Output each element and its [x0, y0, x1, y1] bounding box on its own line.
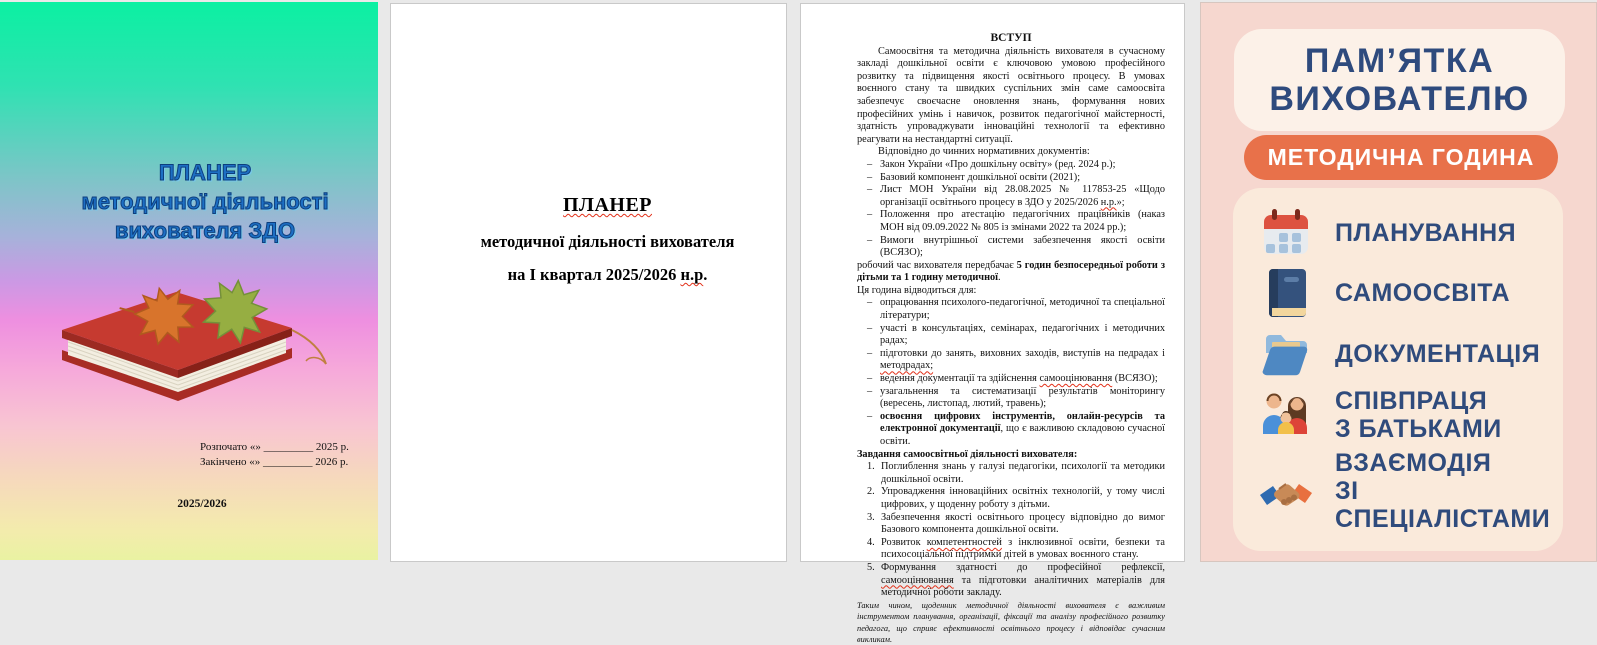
end-date-label: Закінчено «» [200, 456, 261, 468]
document-item [867, 235, 1165, 260]
spellcheck-flagged-text: ПЛАНЕР [562, 194, 652, 216]
spellcheck-flagged-text: н.р. [1100, 196, 1117, 208]
start-date-label: Розпочато «» [200, 441, 261, 453]
list-item-text [881, 562, 1165, 600]
spellcheck-flagged-text: н.р [680, 265, 704, 284]
text-segment: ведення документації та здійснення [880, 373, 1040, 385]
text-segment: Лист МОН України від 28.08.2025 № 117853-25 «Щодо організації освітнього процесу в ЗДО у 2025/2026 [880, 184, 1165, 208]
list-dash: – [867, 234, 873, 246]
text-segment: Закон України «Про дошкільну освіту» (ред. 2024 р.); [880, 158, 1116, 170]
list-number: 3. [867, 511, 875, 523]
memo-item-label [1335, 449, 1553, 533]
list-dash: – [867, 171, 873, 183]
memo-item [1259, 327, 1553, 381]
text-segment: Базовий компонент дошкільної освіти (2021); [880, 171, 1081, 183]
text-segment: на І квартал 2025/2026 [507, 265, 681, 284]
memo-card [1200, 2, 1597, 562]
text-segment: (ВСЯЗО); [1112, 373, 1158, 385]
school-year-label: 2025/2026 [177, 498, 227, 510]
planner-title [429, 194, 786, 217]
text-segment: Положення про атестацію педагогічних працівників (наказ МОН від 09.09.2022 № 805 із змінами 2022 та 2024 рр.); [880, 209, 1165, 233]
memo-title-line: ВИХОВАТЕЛЮ [1269, 80, 1530, 118]
text-segment: »; [1116, 196, 1125, 208]
document-item [867, 159, 1165, 172]
planner-quarter [429, 265, 786, 285]
task-item [867, 461, 1165, 486]
memo-item [1259, 206, 1553, 260]
text-segment: Розвиток [881, 536, 927, 548]
tasks-heading: Завдання самоосвітньої діяльності вихователя: [857, 448, 1078, 460]
list-item-text [880, 348, 1165, 373]
list-item-text [880, 297, 1165, 322]
memo-item-label-line: ЗІ СПЕЦІАЛІСТАМИ [1335, 477, 1551, 533]
end-date-row [200, 455, 349, 470]
list-item-text [880, 184, 1165, 209]
list-dash: – [867, 385, 873, 397]
cover-title [0, 158, 378, 245]
cover-title-line: методичної діяльності [81, 189, 329, 214]
text-segment: Формування здатності до професійної рефлексії, [881, 561, 1165, 573]
list-item-text [881, 537, 1165, 562]
list-dash: – [867, 184, 873, 196]
hour-use-item [867, 386, 1165, 411]
list-number: 2. [867, 486, 875, 498]
book-with-maple-leaves-image [46, 278, 338, 414]
text-segment: Вимоги внутрішньої системи забезпечення якості освіти (ВСЯЗО); [880, 234, 1165, 259]
list-dash: – [867, 209, 873, 221]
spellcheck-flagged-text: самооцінювання [1039, 373, 1113, 385]
text-segment: участі в консультаціях, семінарах, педагогічних і методичних радах; [880, 322, 1165, 347]
list-dash: – [867, 347, 873, 359]
memo-title [1234, 29, 1565, 131]
document-item [867, 172, 1165, 185]
end-date-blank-line: _________ [262, 456, 313, 468]
text-segment: опрацювання психолого-педагогічної, методичної та спеціальної літератури; [880, 297, 1165, 322]
conclusion-note: Таким чином, щоденник методичної діяльності вихователя є важливим інструментом планування, організації, фіксації та аналізу професійного розвитку педагога, що сприяє ефективності освітнього процесу і відповідає сучасним викликам. [857, 600, 1165, 644]
list-dash: – [867, 373, 873, 385]
text-segment: , що є важливою складовою сучасної освіти. [880, 423, 1165, 447]
text-segment: узагальнення та систематизації результатів моніторингу (вересень, листопад, лютий, травень); [880, 385, 1165, 410]
hour-intro: Ця година відводиться для: [857, 284, 977, 296]
list-number: 5. [867, 561, 875, 573]
list-item-text [880, 323, 1165, 348]
title-page [390, 3, 787, 562]
text-segment: робочий час вихователя передбачає [857, 259, 1017, 271]
task-item [867, 486, 1165, 511]
documents-list [867, 159, 1165, 260]
hour-use-item [867, 411, 1165, 449]
text-segment: 5 годин безпосередньої роботи з дітьми та 1 годину методичної [857, 259, 1165, 284]
text-segment: Поглиблення знань у галузі педагогіки, психології та методики дошкільної освіти. [881, 461, 1165, 485]
memo-item-label-line: ПЛАНУВАННЯ [1335, 219, 1517, 247]
cover-dates [200, 440, 349, 470]
hour-use-item [867, 373, 1165, 386]
list-item-text [880, 411, 1165, 449]
memo-item [1259, 266, 1553, 320]
list-item-text [881, 461, 1165, 486]
spellcheck-flagged-text: методрадах; [880, 360, 934, 372]
memo-item-label [1335, 219, 1516, 247]
list-number: 1. [867, 461, 875, 473]
cover-title-line: ПЛАНЕР [158, 160, 252, 185]
cover-title-line: вихователя ЗДО [114, 218, 296, 243]
start-date-row [200, 440, 349, 455]
memo-item-label-line: СПІВПРАЦЯ [1335, 386, 1488, 415]
folder-icon [1259, 327, 1313, 381]
work-time-note [857, 260, 1165, 285]
document-item [867, 209, 1165, 234]
planner-subtitle: методичної діяльності вихователя [480, 232, 735, 251]
memo-item-label-line: САМООСВІТА [1335, 279, 1511, 308]
text-segment: . [703, 265, 708, 284]
list-item-text [880, 373, 1165, 386]
list-dash: – [867, 158, 873, 170]
list-item-text [881, 512, 1165, 537]
memo-item-label [1335, 279, 1510, 307]
cover-page [0, 2, 378, 560]
list-item-text [880, 209, 1165, 234]
memo-item [1259, 449, 1553, 533]
documents-intro: Відповідно до чинних нормативних документів: [878, 146, 1090, 158]
spellcheck-flagged-text: компетентностей [926, 536, 1002, 548]
list-item-text [880, 159, 1165, 172]
list-item-text [880, 235, 1165, 260]
text-segment: Забезпечення якості освітнього процесу відповідно до вимог Базового компонента дошкільної освіти. [881, 511, 1165, 536]
tasks-list [867, 461, 1165, 600]
start-date-year: 2025 р. [315, 441, 349, 453]
list-dash: – [867, 297, 873, 309]
list-item-text [881, 486, 1165, 511]
spellcheck-flagged-text: самооцінювання [881, 574, 954, 586]
hour-use-item [867, 297, 1165, 322]
title-page-text [391, 194, 786, 285]
hour-uses-list [867, 297, 1165, 448]
text-segment: підготовки до занять, виховних заходів, виступів на педрадах і [880, 347, 1165, 359]
intro-page [800, 3, 1185, 644]
list-dash: – [867, 322, 873, 334]
text-segment: Упровадження інноваційних освітніх технологій, у тому числі цифрових, у щоденну роботу з дітьми. [881, 486, 1165, 510]
document-item [867, 184, 1165, 209]
memo-badge: МЕТОДИЧНА ГОДИНА [1244, 135, 1558, 180]
start-date-blank-line: _________ [263, 441, 314, 453]
memo-item [1259, 387, 1553, 443]
intro-paragraph: Самоосвітня та методична діяльність вихователя в сучасному закладі дошкільної освіти є ключовою умовою професійного розвитку та підвищення якості освітнього процесу. В умовах воєнного стану та швидких суспільних змін саме самоосвіта забезпечує своєчасне оновлення знань, формування нових професійних умінь і навичок, розвиток педагогічної майстерності, здатність упроваджувати інноваційні технології та ефективно реагувати на нестандартні ситуації. [857, 45, 1165, 145]
handshake-icon [1259, 464, 1313, 518]
list-item-text [880, 172, 1165, 185]
memo-item-label-line: З БАТЬКАМИ [1335, 414, 1502, 443]
list-item-text [880, 386, 1165, 411]
text-segment: . [998, 272, 1001, 284]
text-segment: та підготовки аналітичних матеріалів для методичної роботи закладу. [881, 574, 1165, 599]
memo-title-line: ПАМ’ЯТКА [1304, 42, 1495, 80]
end-date-year: 2026 р. [315, 456, 349, 468]
list-dash: – [867, 410, 873, 422]
memo-item-label [1335, 387, 1502, 443]
text-segment: з інклюзивної освіти, безпеки та психосоціальної підтримки дітей в умовах воєнного стану. [881, 536, 1165, 561]
hour-use-item [867, 323, 1165, 348]
book-icon [1259, 266, 1313, 320]
memo-item-label [1335, 340, 1540, 368]
task-item [867, 537, 1165, 562]
memo-item-label-line: ДОКУМЕНТАЦІЯ [1335, 339, 1541, 368]
list-number: 4. [867, 536, 875, 548]
intro-heading: ВСТУП [990, 32, 1032, 44]
memo-items-list [1233, 188, 1563, 551]
task-item [867, 512, 1165, 537]
family-icon [1259, 388, 1313, 442]
memo-item-label-line: ВЗАЄМОДІЯ [1335, 449, 1492, 477]
task-item [867, 562, 1165, 600]
text-segment: освоєння цифрових інструментів, онлайн-ресурсів та електронної документації [880, 410, 1165, 435]
calendar-icon [1259, 206, 1313, 260]
hour-use-item [867, 348, 1165, 373]
